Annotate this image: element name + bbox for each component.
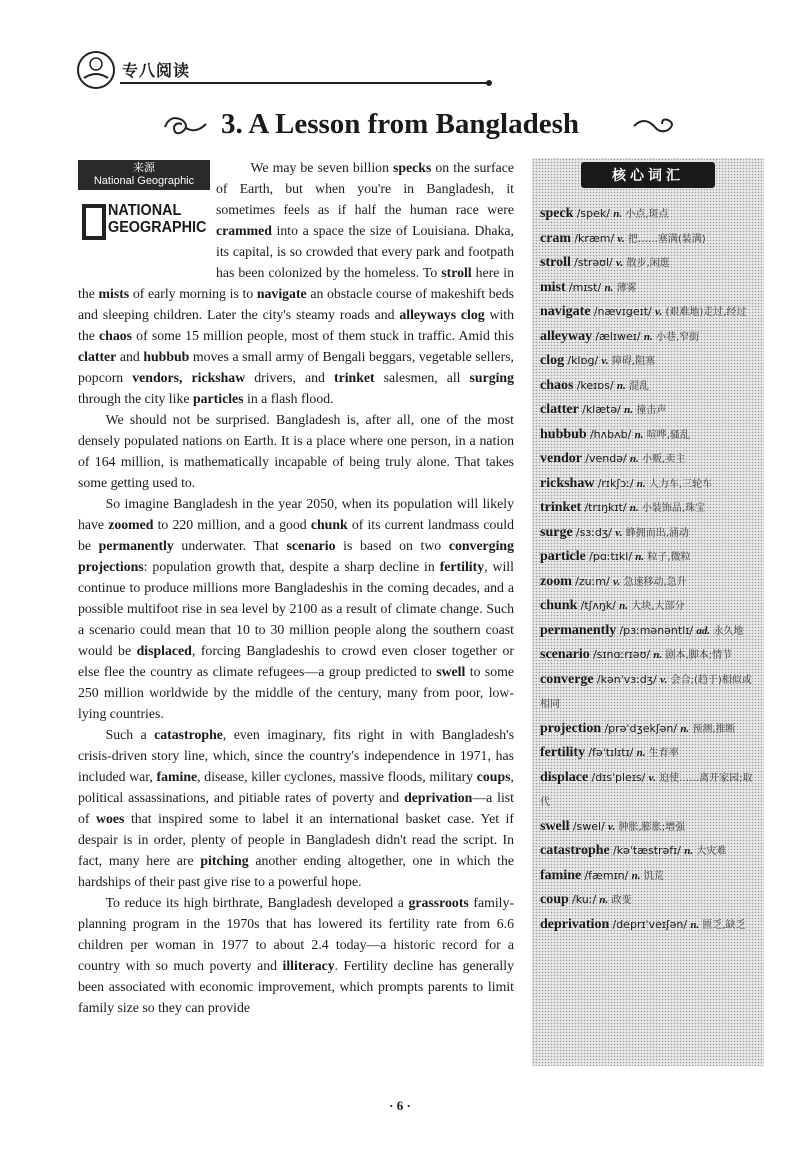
vocab-pos: v. bbox=[612, 575, 621, 588]
keyword: rickshaw bbox=[191, 370, 246, 385]
vocab-item bbox=[540, 472, 760, 497]
vocab-item bbox=[540, 521, 760, 546]
vocab-pos: n. bbox=[684, 845, 694, 857]
vocab-pos: n. bbox=[629, 502, 639, 514]
vocab-item bbox=[540, 619, 760, 644]
vocab-phonetic: /kuː/ bbox=[572, 893, 597, 906]
vocab-phonetic: /strəʊl/ bbox=[574, 256, 613, 269]
vocab-word: cram bbox=[540, 230, 572, 246]
vocab-pos: v. bbox=[601, 355, 609, 367]
vocab-phonetic: /hʌbʌb/ bbox=[589, 427, 632, 441]
natgeo-logo bbox=[78, 196, 210, 256]
vocab-phonetic: /nævɪgeɪt/ bbox=[593, 305, 652, 318]
header-rule bbox=[120, 82, 490, 84]
vocab-definition: 会合;(趋于)相似或相同 bbox=[540, 674, 752, 710]
vocab-definition: 大块,大部分 bbox=[631, 601, 685, 612]
text-run: into a space the size of Louisiana. Dhaka, its capital, is so crowded that every park and footpath has been colonized by the homeless. To bbox=[216, 223, 514, 280]
vocab-pos: n. bbox=[631, 869, 641, 882]
vocab-definition: 急速移动,急升 bbox=[623, 576, 687, 588]
keyword: zoomed bbox=[108, 517, 154, 532]
text-run: underwater. That bbox=[173, 538, 287, 553]
text-run: , disease, killer cyclones, massive floods, military bbox=[197, 769, 477, 784]
vocab-phonetic: /kənˈvɜːdʒ/ bbox=[596, 672, 657, 686]
vocab-word: coup bbox=[540, 892, 569, 907]
paragraph bbox=[78, 892, 514, 1018]
keyword: stroll bbox=[441, 265, 472, 280]
vocab-word: hubbub bbox=[540, 426, 587, 442]
vocab-definition: 小点,斑点 bbox=[625, 209, 669, 220]
vocab-heading: 核心词汇 bbox=[581, 162, 715, 188]
vocab-phonetic: /deprɪˈveɪʃən/ bbox=[612, 917, 688, 931]
vocab-word: stroll bbox=[540, 255, 571, 270]
vocab-definition: 肿胀,膨胀;增强 bbox=[618, 821, 686, 833]
vocab-item bbox=[540, 545, 760, 570]
text-run: to 220 million, and a good bbox=[153, 517, 311, 532]
text-run: —a list of bbox=[78, 790, 514, 826]
text-run: and bbox=[116, 349, 144, 364]
keyword: woes bbox=[96, 811, 125, 826]
keyword: hubbub bbox=[143, 349, 190, 364]
vocab-phonetic: /keɪɒs/ bbox=[576, 378, 614, 392]
vocab-phonetic: /trɪŋkɪt/ bbox=[584, 501, 627, 514]
vocab-word: particle bbox=[540, 549, 586, 564]
vocab-pos: n. bbox=[680, 722, 690, 735]
vocab-pos: n. bbox=[643, 330, 653, 343]
vocab-item bbox=[540, 251, 760, 276]
keyword: navigate bbox=[256, 286, 307, 301]
vocab-definition: 政变 bbox=[611, 895, 632, 906]
vocab-word: displace bbox=[540, 769, 589, 785]
text-run: . Fertility decline has generally been associated with economic improvement, which prompts parents to limit family size so they can provide bbox=[78, 958, 514, 1015]
vocab-phonetic: /kræm/ bbox=[574, 231, 615, 245]
vocab-item bbox=[540, 913, 760, 938]
keyword: surging bbox=[469, 370, 515, 385]
vocab-definition: 预测,推断 bbox=[692, 723, 736, 735]
keyword: trinket bbox=[333, 370, 375, 385]
vocab-phonetic: /dɪsˈpleɪs/ bbox=[591, 770, 646, 784]
vocab-word: surge bbox=[540, 524, 573, 540]
vocab-phonetic: /swel/ bbox=[572, 819, 605, 833]
text-run: through the city like bbox=[78, 391, 193, 406]
text-run: To reduce its high birthrate, Bangladesh developed a bbox=[105, 895, 409, 910]
vocab-item bbox=[540, 447, 760, 472]
text-run: Such a bbox=[105, 727, 155, 742]
text-run: is based on two bbox=[335, 538, 449, 553]
keyword: permanently bbox=[98, 538, 174, 553]
vocab-phonetic: /klætə/ bbox=[582, 403, 621, 416]
keyword: illiteracy bbox=[282, 958, 335, 973]
natgeo-logo-text: NATIONAL GEOGRAPHIC bbox=[108, 202, 207, 236]
vocab-phonetic: /ælɪweɪ/ bbox=[595, 329, 641, 343]
vocab-definition: 小巷,窄街 bbox=[655, 331, 700, 343]
vocab-word: deprivation bbox=[540, 916, 610, 932]
vocab-definition: 障碍,阻塞 bbox=[611, 356, 656, 367]
vocab-item bbox=[540, 325, 760, 350]
vocab-pos: n. bbox=[613, 208, 623, 220]
vocab-phonetic: /sɪnɑːrɪəʊ/ bbox=[593, 648, 651, 661]
keyword: crammed bbox=[216, 223, 272, 238]
text-run: So imagine Bangladesh in the year 2050, when its population will likely have bbox=[78, 496, 514, 532]
vocab-definition: 人力车,三轮车 bbox=[648, 478, 713, 490]
paragraph bbox=[78, 724, 514, 892]
text-run: , even imaginary, fits right in with Bangladesh's crisis-driven story line, which, since the country's independence in 1971, has included war, bbox=[78, 727, 514, 784]
text-run: : population growth that, despite a sharp decline in bbox=[143, 559, 440, 574]
vocab-panel bbox=[532, 158, 764, 1066]
vocab-word: zoom bbox=[540, 573, 572, 589]
vocab-pos: v. bbox=[617, 232, 625, 245]
text-run: of its current landmass could be bbox=[78, 517, 515, 553]
vocab-item bbox=[540, 668, 760, 717]
vocab-word: navigate bbox=[540, 304, 591, 319]
vocab-pos: v. bbox=[615, 526, 623, 539]
keyword: coups bbox=[476, 769, 511, 784]
vocab-word: catastrophe bbox=[540, 843, 610, 858]
vocab-word: alleyway bbox=[540, 328, 593, 344]
vocab-definition: 匮乏,缺乏 bbox=[702, 919, 746, 931]
vocab-word: chunk bbox=[540, 598, 578, 613]
text-run: We should not be surprised. Bangladesh is, after all, one of the most densely populated nations on Earth. It is a place where one person, in a nation of 164 million, is mathematically incapable of being truly alone. That takes some getting used to. bbox=[78, 412, 514, 490]
vocab-word: vendor bbox=[540, 451, 582, 466]
vocab-item bbox=[540, 888, 760, 913]
vocab-definition: 粒子,微粒 bbox=[647, 552, 691, 563]
vocab-pos: v. bbox=[615, 257, 624, 269]
vocab-pos: n. bbox=[604, 281, 614, 294]
text-run: moves a small army of Bengali beggars, vegetable sellers, popcorn bbox=[78, 349, 514, 385]
vocab-phonetic: /tʃʌŋk/ bbox=[580, 599, 616, 612]
vocab-definition: 大灾难 bbox=[696, 846, 727, 857]
vocab-word: chaos bbox=[540, 377, 574, 393]
article-title: 3. A Lesson from Bangladesh bbox=[220, 108, 579, 140]
vocab-item bbox=[540, 864, 760, 889]
vocab-pos: v. bbox=[608, 820, 616, 833]
vocab-definition: 喧哗,骚乱 bbox=[646, 429, 690, 441]
vocab-item bbox=[540, 815, 760, 840]
text-run: of early morning is to bbox=[129, 286, 257, 301]
vocab-phonetic: /prəˈdʒekʃən/ bbox=[604, 721, 678, 735]
vocab-word: mist bbox=[540, 279, 566, 295]
paragraph bbox=[78, 409, 514, 493]
vocab-item bbox=[540, 741, 760, 766]
vocab-word: famine bbox=[540, 867, 582, 883]
vocab-word: permanently bbox=[540, 622, 617, 638]
source-name: National Geographic bbox=[93, 175, 195, 187]
vocab-pos: ad. bbox=[696, 624, 711, 637]
vocab-phonetic: /rɪkʃɔː/ bbox=[597, 476, 634, 490]
vocab-word: projection bbox=[540, 720, 602, 736]
text-run: family-planning program in the 1970s that has lowered its fertility rate from 6.6 children per woman in 1977 to about 2.4 today—a historic record for a country with so much poverty and bbox=[78, 895, 515, 973]
publisher-logo-icon bbox=[72, 50, 120, 90]
keyword: alleyways bbox=[399, 307, 457, 322]
vocab-item bbox=[540, 839, 760, 864]
vocab-definition: 散步,闲逛 bbox=[626, 258, 670, 269]
keyword: chaos bbox=[99, 328, 132, 343]
vocab-definition: 永久地 bbox=[713, 625, 744, 637]
vocab-pos: v. bbox=[648, 771, 656, 784]
vocab-pos: n. bbox=[619, 600, 629, 612]
vocab-item bbox=[540, 643, 760, 668]
keyword: deprivation bbox=[404, 790, 473, 805]
vocab-item bbox=[540, 594, 760, 619]
vocab-item bbox=[540, 276, 760, 301]
vocab-item bbox=[540, 349, 760, 374]
vocab-word: converge bbox=[540, 671, 594, 687]
vocab-phonetic: /sɜːdʒ/ bbox=[575, 525, 612, 539]
vocab-item bbox=[540, 227, 760, 252]
text-run: that inspired some to label it an international basket case. Yet if despair is in order, plenty of people in Bangladesh didn't read the script. In fact, many here are bbox=[78, 811, 514, 868]
vocab-phonetic: /klɒg/ bbox=[567, 354, 599, 367]
paragraph bbox=[78, 493, 514, 724]
vocab-pos: n. bbox=[629, 453, 639, 465]
keyword: specks bbox=[393, 160, 432, 175]
vocab-pos: n. bbox=[599, 894, 609, 906]
text-run: We may be seven billion bbox=[250, 160, 394, 175]
keyword: clatter bbox=[78, 349, 117, 364]
series-label: 专八阅读 bbox=[122, 61, 191, 80]
keyword: pitching bbox=[200, 853, 249, 868]
vocab-definition: 小装饰品,珠宝 bbox=[641, 503, 706, 514]
text-run: another ending altogether, one in which the hardships of their past give rise to a powerful hope. bbox=[78, 853, 514, 889]
vocab-word: clatter bbox=[540, 402, 579, 417]
keyword: swell bbox=[436, 664, 466, 679]
vocab-definition: 把……塞满(装满) bbox=[627, 233, 706, 245]
vocab-definition: 蜂拥而出,涌动 bbox=[625, 527, 689, 539]
source-box bbox=[78, 160, 210, 256]
keyword: clog bbox=[460, 307, 485, 322]
vocab-word: scenario bbox=[540, 647, 590, 662]
header-rule-dot bbox=[486, 80, 492, 86]
vocab-item bbox=[540, 398, 760, 423]
keyword: displaced bbox=[136, 643, 192, 658]
vocab-pos: n. bbox=[616, 379, 626, 392]
text-run: , political assassinations, and pitiable rates of poverty and bbox=[78, 769, 514, 805]
vocab-pos: n. bbox=[690, 918, 700, 931]
vocab-definition: (艰难地)走过,经过 bbox=[665, 307, 747, 318]
text-run: with the bbox=[78, 307, 515, 343]
vocab-pos: n. bbox=[636, 477, 646, 490]
text-run: of some 15 million people, most of them stuck in traffic. Amid this bbox=[132, 328, 514, 343]
text-run bbox=[182, 370, 191, 385]
vocab-phonetic: /mɪst/ bbox=[568, 280, 602, 294]
text-run: , forcing Bangladeshis to crowd even closer together or else flee the country as climate refugees—a group predicted to bbox=[78, 643, 514, 679]
vocab-pos: n. bbox=[634, 428, 644, 441]
keyword: famine bbox=[156, 769, 198, 784]
vocab-definition: 剧本,脚本;情节 bbox=[665, 650, 733, 661]
text-run: here in the bbox=[78, 265, 514, 301]
vocab-word: swell bbox=[540, 818, 570, 834]
text-run: in a flash flood. bbox=[243, 391, 334, 406]
vocab-phonetic: /pɜːmənəntlɪ/ bbox=[619, 623, 694, 637]
source-label: 来源 bbox=[133, 162, 155, 174]
vocab-definition: 撞击声 bbox=[636, 405, 667, 416]
text-run: salesmen, all bbox=[374, 370, 470, 385]
vocab-phonetic: /pɑːtɪkl/ bbox=[589, 550, 633, 563]
vocab-pos: v. bbox=[660, 673, 668, 686]
vocab-phonetic: /fəˈtɪlɪtɪ/ bbox=[588, 746, 634, 759]
vocab-phonetic: /fæmɪn/ bbox=[584, 868, 629, 882]
keyword: vendors, bbox=[132, 370, 183, 385]
vocab-item bbox=[540, 423, 760, 448]
keyword: catastrophe bbox=[154, 727, 223, 742]
vocab-definition: 混乱 bbox=[629, 380, 650, 392]
vocab-phonetic: /kəˈtæstrəfɪ/ bbox=[612, 844, 681, 857]
natgeo-frame-icon bbox=[82, 204, 106, 240]
vocab-item bbox=[540, 300, 760, 325]
title-swirl-right-icon bbox=[630, 112, 680, 142]
vocab-word: clog bbox=[540, 353, 565, 368]
source-header bbox=[78, 160, 210, 190]
vocab-item bbox=[540, 717, 760, 742]
vocab-definition: 迫使……离开家园;取代 bbox=[540, 772, 753, 808]
vocab-definition: 小贩,卖主 bbox=[642, 454, 686, 465]
keyword: grassroots bbox=[408, 895, 469, 910]
vocab-word: rickshaw bbox=[540, 475, 595, 491]
vocab-phonetic: /vendə/ bbox=[585, 452, 627, 465]
vocab-item bbox=[540, 766, 760, 815]
text-run: drivers, and bbox=[245, 370, 334, 385]
keyword: chunk bbox=[310, 517, 348, 532]
vocab-item bbox=[540, 570, 760, 595]
vocab-item bbox=[540, 202, 760, 227]
keyword: particles bbox=[192, 391, 244, 406]
text-run: , will continue to produce millions more Bangladeshis in the coming decades, and a possible multifoot rise in sea level by 2100 as a result of climate change. Such a scenario could mean that 10 to 30 million people along the southern coast would be bbox=[78, 559, 514, 658]
vocab-pos: n. bbox=[635, 551, 645, 563]
page-number: · 6 · bbox=[389, 1098, 411, 1113]
vocab-pos: n. bbox=[653, 649, 663, 661]
keyword: mists bbox=[98, 286, 130, 301]
vocab-definition: 薄雾 bbox=[616, 282, 637, 294]
keyword: fertility bbox=[439, 559, 485, 574]
keyword: converging projections bbox=[78, 538, 514, 574]
text-run: an obstacle course of makeshift beds and sleeping children. Later the city's steamy roads and bbox=[78, 286, 514, 322]
vocab-pos: n. bbox=[636, 747, 646, 759]
vocab-definition: 饥荒 bbox=[643, 870, 664, 882]
keyword: scenario bbox=[286, 538, 336, 553]
vocab-definition: 生育率 bbox=[648, 748, 679, 759]
page-header bbox=[72, 50, 492, 90]
vocab-phonetic: /spek/ bbox=[576, 207, 610, 220]
vocab-pos: n. bbox=[624, 404, 633, 416]
vocab-item bbox=[540, 496, 760, 521]
text-run: on the surface of Earth, but when you're in Bangladesh, it sometimes feels as if half the human race were bbox=[216, 160, 514, 217]
vocab-item bbox=[540, 374, 760, 399]
article-body bbox=[78, 157, 514, 1018]
vocab-pos: v. bbox=[655, 306, 663, 318]
vocab-word: speck bbox=[540, 206, 574, 221]
vocab-word: fertility bbox=[540, 745, 586, 760]
vocab-list bbox=[532, 202, 764, 937]
vocab-word: trinket bbox=[540, 500, 582, 515]
vocab-phonetic: /zuːm/ bbox=[575, 574, 610, 588]
text-run: to some 250 million worldwide by the middle of the century, many from poor, low-lying countries. bbox=[78, 664, 514, 721]
